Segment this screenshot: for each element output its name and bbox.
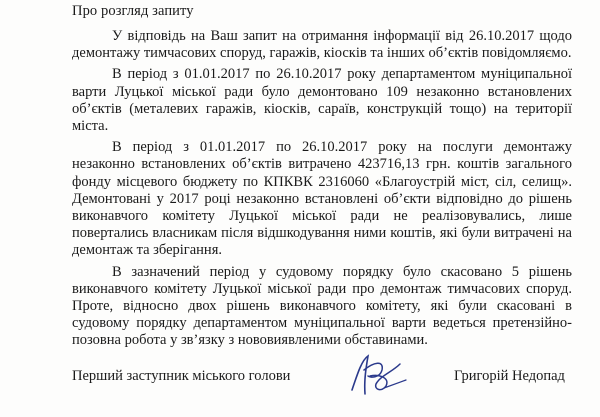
paragraph-dismantled-count: В період з 01.01.2017 по 26.10.2017 року департаментом муніципальної варти Луцької міської ради було демонтовано 109 незаконно встановлених об’єктів (металевих гаражів, кіосків, сараїв, конструкцій тощо) на території міста. — [72, 66, 572, 135]
signature-block — [72, 368, 572, 398]
paragraph-court-decisions: В зазначений період у судовому порядку було скасовано 5 рішень виконавчого комітету Луцької міської ради про демонтаж тимчасових споруд. Проте, відносно двох рішень виконавчого комітету, які були скасовані в судовому порядку департаментом муніципальної варти ведеться претензійно-позовна робота у зв’язку з нововиявленими обставинами. — [72, 263, 572, 349]
signer-name: Григорій Недопад — [454, 368, 565, 384]
paragraph-intro: У відповідь на Ваш запит на отримання інформації від 26.10.2017 щодо демонтажу тимчасових споруд, гаражів, кіосків та інших об’єктів повідомляємо. — [72, 28, 572, 62]
paragraph-expenses: В період з 01.01.2017 по 26.10.2017 року на послуги демонтажу незаконно встановлених об’єктів витрачено 423716,13 грн. коштів загального фонду місцевого бюджету по КПКВК 2316060 «Благоустрій міст, сіл, селищ». Демонтовані у 2017 році незаконно встановлені об’єкти відповідно до рішень виконавчого комітету Луцької міської ради не реалізовувались, лише повертались власникам після відшкодування ними коштів, які були витрачені на демонтаж та зберігання. — [72, 139, 572, 259]
letter-body — [72, 28, 572, 354]
signer-title: Перший заступник міського голови — [72, 368, 291, 384]
letter-subject: Про розгляд запиту — [72, 3, 194, 19]
handwritten-signature — [344, 350, 414, 400]
